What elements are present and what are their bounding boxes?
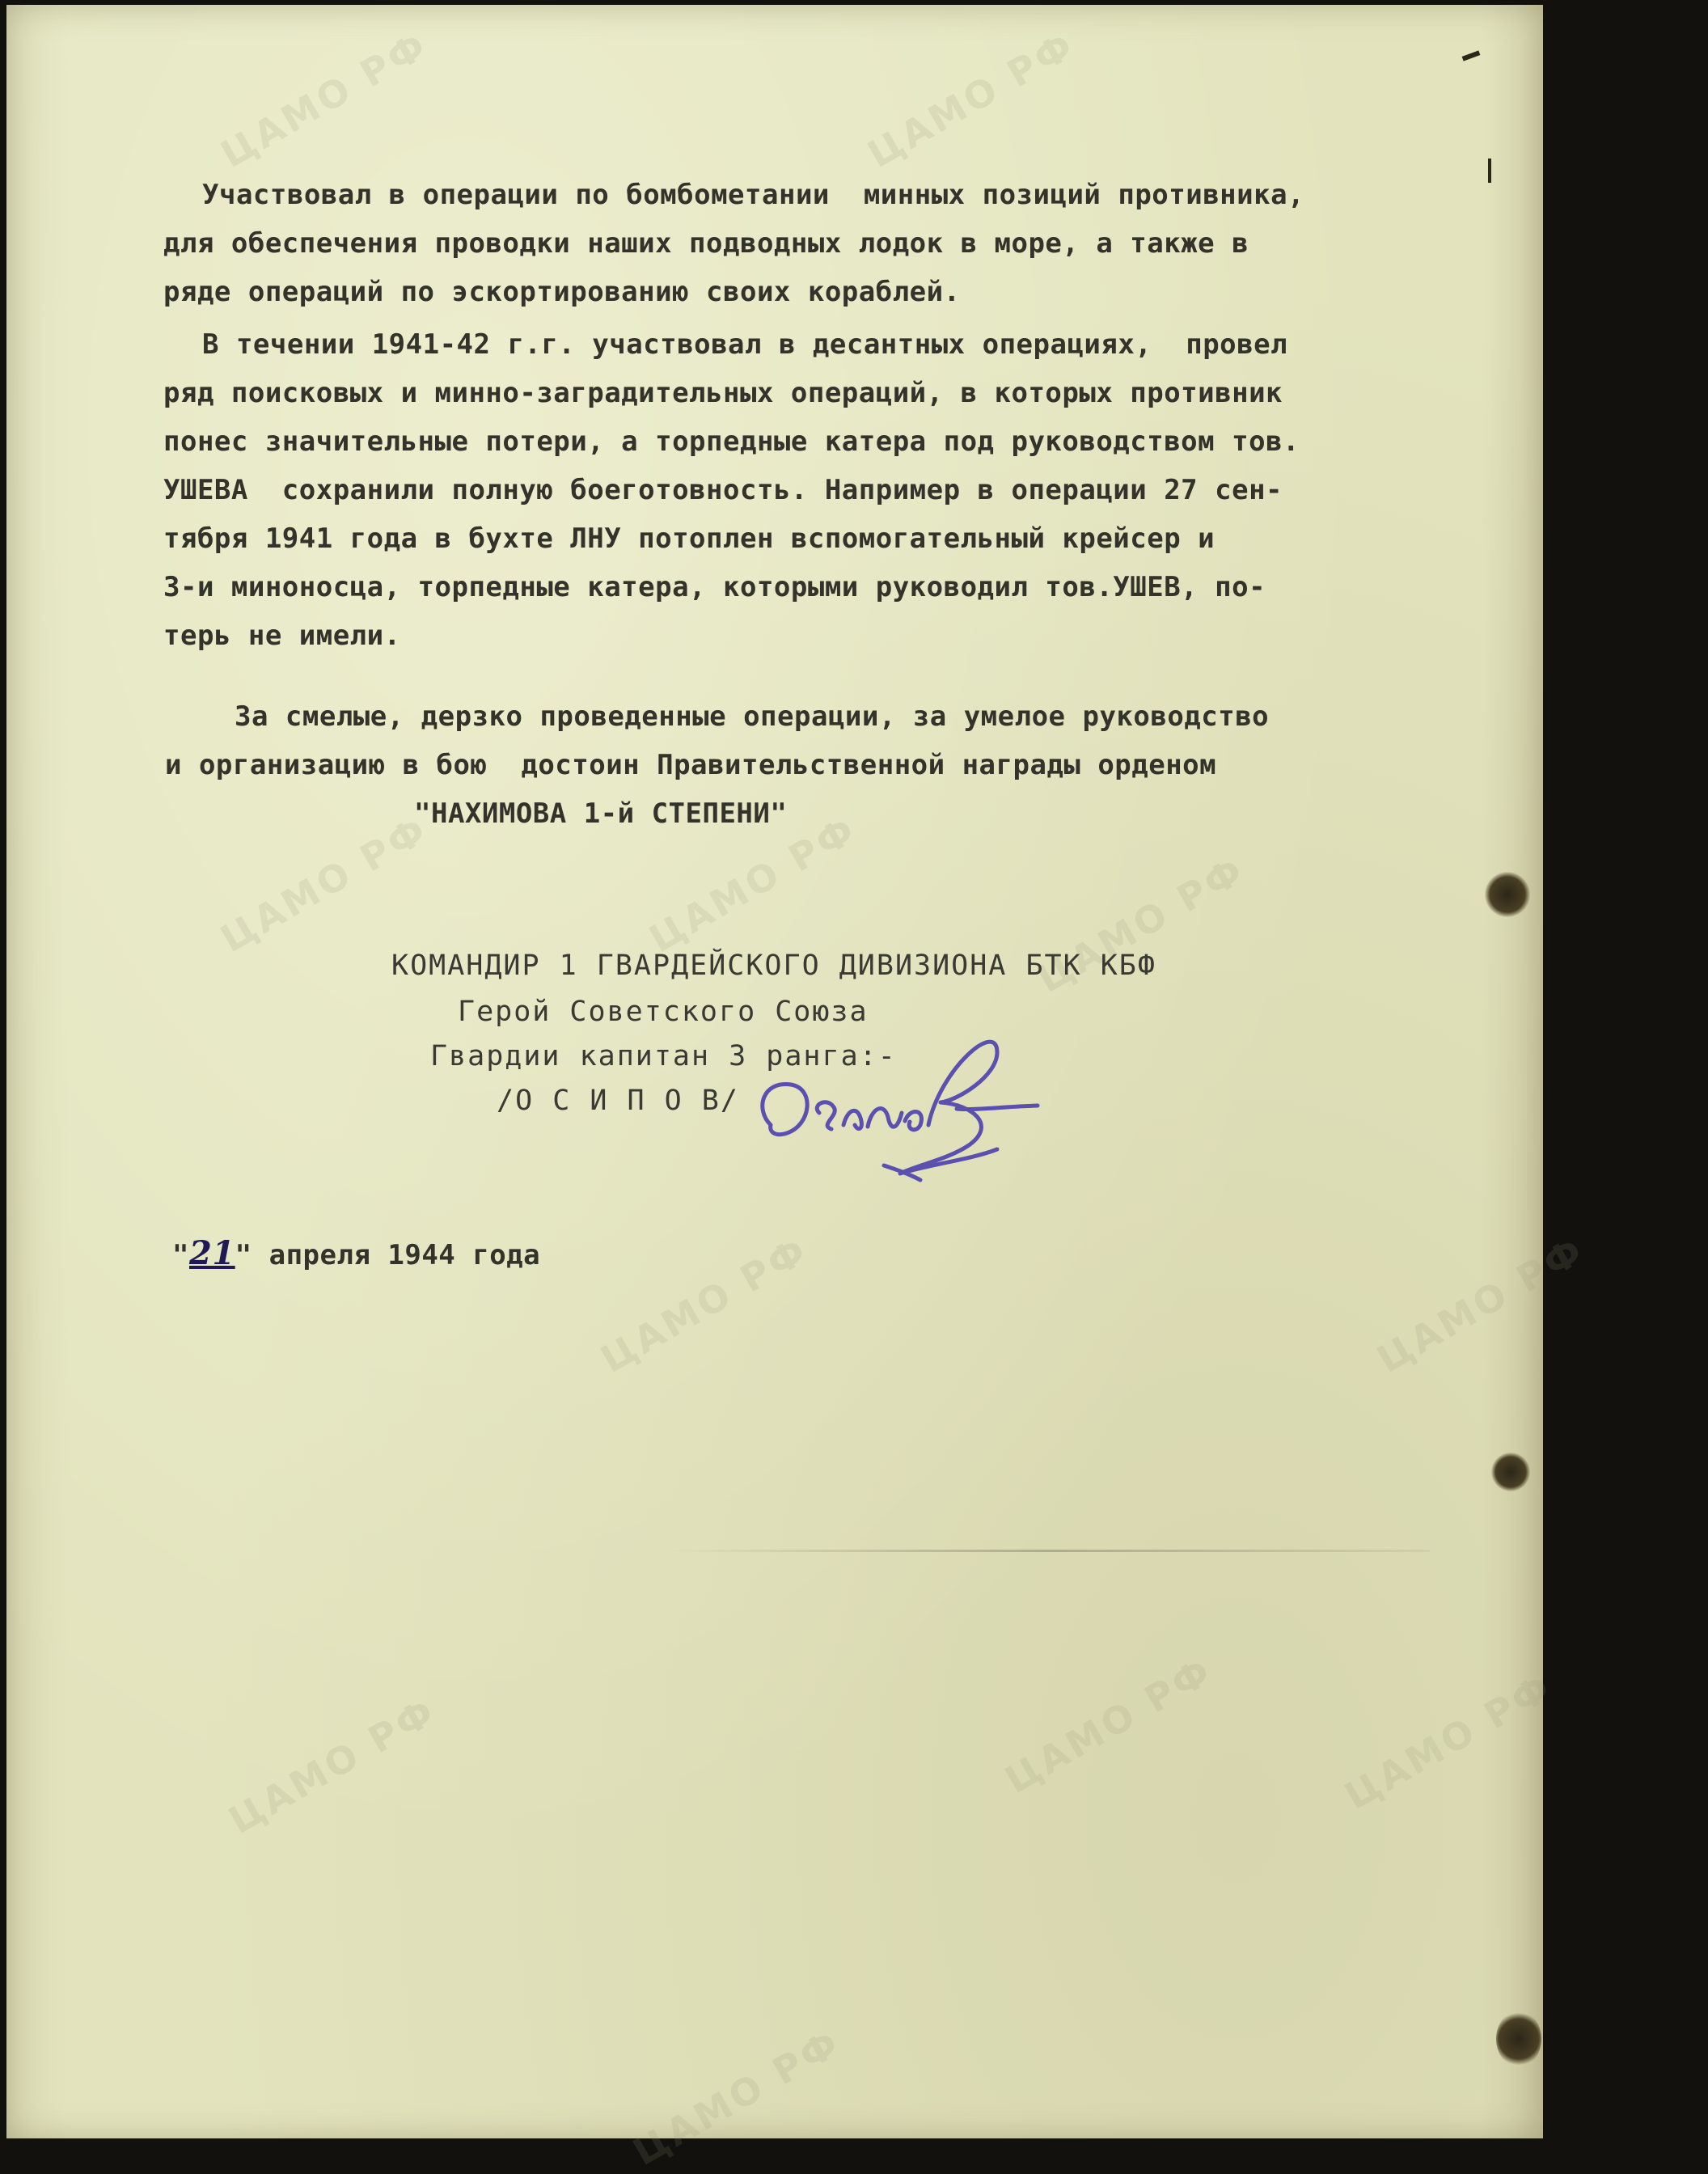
watermark: ЦАМО РФ bbox=[221, 1688, 444, 1843]
date-text: апреля 1944 года bbox=[252, 1239, 541, 1271]
honor-title: Герой Советского Союза bbox=[458, 996, 869, 1028]
bleed-through-line bbox=[670, 1550, 1430, 1552]
watermark: ЦАМО РФ bbox=[641, 806, 865, 962]
date-day: 21 bbox=[188, 1234, 235, 1272]
watermark: ЦАМО РФ bbox=[213, 806, 436, 962]
watermark: ЦАМО РФ bbox=[593, 1227, 816, 1382]
document-page bbox=[6, 5, 1592, 2174]
text-line: ряд поисковых и минно-заградительных операций, в которых противник bbox=[163, 377, 1283, 409]
pin-mark bbox=[1462, 50, 1481, 61]
signer-name: /О С И П О В/ bbox=[497, 1085, 739, 1117]
award-line: "НАХИМОВА 1-й СТЕПЕНИ" bbox=[414, 797, 788, 830]
handwritten-signature bbox=[755, 1012, 1062, 1190]
text-line: За смелые, дерзко проведенные операции, за умелое руководство bbox=[235, 700, 1270, 733]
watermark: ЦАМО РФ bbox=[860, 22, 1083, 177]
punch-hole bbox=[1485, 872, 1530, 917]
paragraph-1 bbox=[163, 171, 1496, 316]
rank: Гвардии капитан 3 ранга:- bbox=[430, 1040, 897, 1072]
text-line: и организацию в бою достоин Правительственной награды орденом bbox=[165, 749, 1217, 781]
text-line: 3-и миноносца, торпедные катера, которыми руководил тов.УШЕВ, по- bbox=[163, 571, 1266, 603]
watermark: ЦАМО РФ bbox=[1029, 847, 1253, 1002]
text-line: ряде операций по эскортированию своих кораблей. bbox=[163, 276, 961, 308]
commander-position: КОМАНДИР 1 ГВАРДЕЙСКОГО ДИВИЗИОНА БТК КБФ bbox=[391, 950, 1156, 982]
text-line: терь не имели. bbox=[163, 620, 401, 652]
document-date: "21" апреля 1944 года bbox=[172, 1234, 541, 1272]
watermark: ЦАМО РФ bbox=[997, 1647, 1220, 1803]
text-line: для обеспечения проводки наших подводных лодок в море, а также в bbox=[163, 227, 1249, 260]
punch-hole bbox=[1496, 2011, 1541, 2067]
text-line: Участвовал в операции по бомбометании минных позиций противника, bbox=[202, 179, 1305, 211]
pin-mark bbox=[1488, 159, 1491, 183]
watermark: ЦАМО РФ bbox=[213, 22, 436, 177]
text-line: УШЕВА сохранили полную боеготовность. Например в операции 27 сен- bbox=[163, 474, 1283, 506]
paragraph-3 bbox=[165, 692, 1528, 838]
paragraph-2 bbox=[163, 320, 1496, 660]
watermark: ЦАМО РФ bbox=[625, 2020, 848, 2174]
text-line: В течении 1941-42 г.г. участвовал в десантных операциях, провел bbox=[202, 328, 1288, 361]
watermark: ЦАМО РФ bbox=[1369, 1227, 1592, 1382]
watermark: ЦАМО РФ bbox=[1337, 1664, 1560, 1819]
text-line: тября 1941 года в бухте ЛНУ потоплен вспомогательный крейсер и bbox=[163, 522, 1215, 555]
text-line: понес значительные потери, а торпедные катера под руководством тов. bbox=[163, 425, 1300, 458]
punch-hole bbox=[1491, 1453, 1530, 1491]
